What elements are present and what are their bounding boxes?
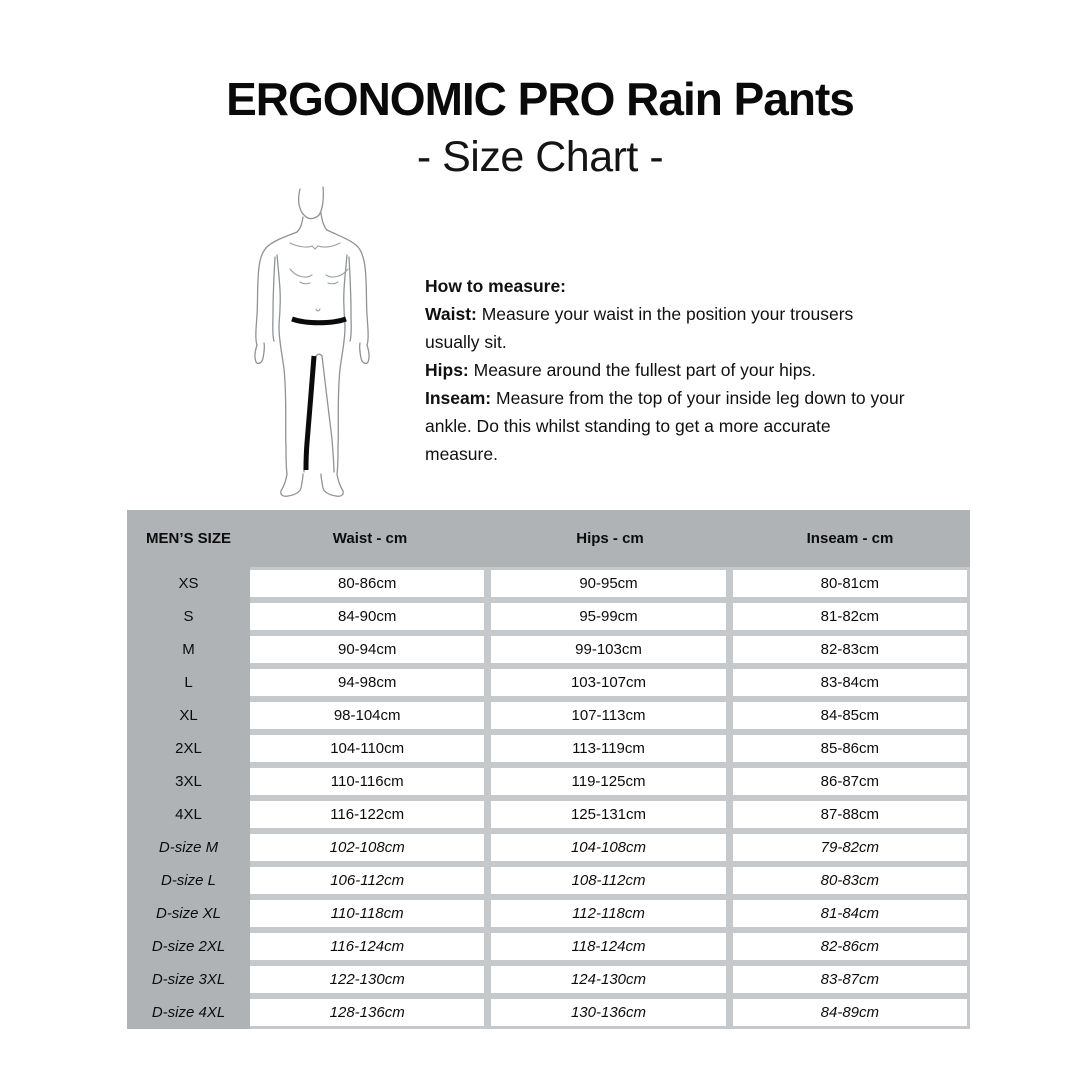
- hips-cell: 125-131cm: [491, 801, 725, 828]
- table-row: [127, 996, 970, 1029]
- figure-head: [299, 187, 324, 219]
- page-subtitle: - Size Chart -: [416, 133, 664, 181]
- table-row: [127, 600, 970, 633]
- row-cells: [250, 897, 970, 930]
- inseam-cell: 80-81cm: [733, 570, 967, 597]
- size-cell: 3XL: [175, 773, 202, 790]
- row-cells: [250, 864, 970, 897]
- row-cells: [250, 996, 970, 1029]
- hips-cell: 113-119cm: [491, 735, 725, 762]
- page-title: ERGONOMIC PRO Rain Pants: [226, 73, 854, 125]
- body-figure-svg: [248, 183, 410, 517]
- size-cell: D-size 2XL: [151, 938, 226, 955]
- waist-cell: 84-90cm: [250, 603, 484, 630]
- row-cells: [250, 699, 970, 732]
- waist-cell: 80-86cm: [250, 570, 484, 597]
- waist-cell: 104-110cm: [250, 735, 484, 762]
- inseam-cell: 79-82cm: [733, 834, 967, 861]
- size-table-rows: [127, 567, 970, 1029]
- header-waist: Waist - cm: [332, 530, 408, 547]
- how-to-measure-heading: How to measure:: [425, 276, 566, 296]
- waist-instruction-text: Measure your waist in the position your trousers usually sit.: [425, 304, 854, 352]
- header-hips: Hips - cm: [576, 530, 644, 547]
- size-cell: XL: [179, 707, 198, 724]
- hips-cell: 95-99cm: [491, 603, 725, 630]
- size-cell: D-size 4XL: [151, 1004, 226, 1021]
- table-row: [127, 831, 970, 864]
- hips-cell: 104-108cm: [491, 834, 725, 861]
- row-cells: [250, 831, 970, 864]
- inseam-instruction-text: Measure from the top of your inside leg down to your ankle. Do this whilst standing to get a more accurate measure.: [425, 388, 905, 464]
- size-table-header: [127, 510, 970, 567]
- size-cell: M: [182, 641, 195, 658]
- waist-cell: 98-104cm: [250, 702, 484, 729]
- hips-cell: 107-113cm: [491, 702, 725, 729]
- waist-cell: 110-116cm: [250, 768, 484, 795]
- waist-instruction: [425, 300, 905, 356]
- body-figure-illustration: [248, 183, 410, 517]
- table-row: [127, 765, 970, 798]
- table-row: [127, 798, 970, 831]
- waist-line-indicator: [292, 319, 346, 323]
- table-row: [127, 930, 970, 963]
- hips-instruction-label: Hips:: [425, 360, 469, 380]
- table-row: [127, 699, 970, 732]
- hips-cell: 99-103cm: [491, 636, 725, 663]
- inseam-cell: 84-89cm: [733, 999, 967, 1026]
- inseam-instruction-label: Inseam:: [425, 388, 492, 408]
- hips-cell: 103-107cm: [491, 669, 725, 696]
- hips-instruction: [425, 356, 905, 384]
- row-cells: [250, 963, 970, 996]
- size-cell: XS: [178, 575, 199, 592]
- inseam-cell: 82-83cm: [733, 636, 967, 663]
- hips-cell: 124-130cm: [491, 966, 725, 993]
- hips-cell: 108-112cm: [491, 867, 725, 894]
- size-cell: D-size L: [160, 872, 216, 889]
- header-mens-size: MEN’S SIZE: [145, 530, 231, 547]
- hips-cell: 118-124cm: [491, 933, 725, 960]
- waist-cell: 116-122cm: [250, 801, 484, 828]
- waist-cell: 128-136cm: [250, 999, 484, 1026]
- inseam-cell: 85-86cm: [733, 735, 967, 762]
- inseam-cell: 84-85cm: [733, 702, 967, 729]
- inseam-cell: 87-88cm: [733, 801, 967, 828]
- inseam-cell: 81-84cm: [733, 900, 967, 927]
- waist-cell: 106-112cm: [250, 867, 484, 894]
- waist-cell: 102-108cm: [250, 834, 484, 861]
- table-row: [127, 864, 970, 897]
- size-cell: 4XL: [175, 806, 202, 823]
- inseam-cell: 83-84cm: [733, 669, 967, 696]
- table-row: [127, 666, 970, 699]
- hips-cell: 112-118cm: [491, 900, 725, 927]
- waist-cell: 110-118cm: [250, 900, 484, 927]
- waist-instruction-label: Waist:: [425, 304, 477, 324]
- inseam-cell: 80-83cm: [733, 867, 967, 894]
- size-cell: D-size XL: [155, 905, 222, 922]
- waist-cell: 94-98cm: [250, 669, 484, 696]
- table-row: [127, 633, 970, 666]
- row-cells: [250, 798, 970, 831]
- row-cells: [250, 732, 970, 765]
- measure-instructions: [425, 272, 905, 468]
- row-cells: [250, 666, 970, 699]
- header-inseam: Inseam - cm: [806, 530, 894, 547]
- waist-cell: 90-94cm: [250, 636, 484, 663]
- inseam-line-indicator: [306, 356, 314, 470]
- waist-cell: 116-124cm: [250, 933, 484, 960]
- inseam-cell: 86-87cm: [733, 768, 967, 795]
- hips-instruction-text: Measure around the fullest part of your hips.: [473, 360, 817, 380]
- inseam-cell: 83-87cm: [733, 966, 967, 993]
- hips-cell: 90-95cm: [491, 570, 725, 597]
- waist-cell: 122-130cm: [250, 966, 484, 993]
- inseam-instruction: [425, 384, 905, 468]
- size-cell: L: [184, 674, 193, 691]
- size-table: [127, 510, 970, 1029]
- size-cell: 2XL: [175, 740, 202, 757]
- hips-cell: 130-136cm: [491, 999, 725, 1026]
- row-cells: [250, 600, 970, 633]
- inseam-cell: 82-86cm: [733, 933, 967, 960]
- row-cells: [250, 633, 970, 666]
- row-cells: [250, 567, 970, 600]
- size-cell: D-size M: [158, 839, 219, 856]
- table-row: [127, 567, 970, 600]
- size-cell: S: [183, 608, 194, 625]
- row-cells: [250, 765, 970, 798]
- table-row: [127, 732, 970, 765]
- size-cell: D-size 3XL: [151, 971, 226, 988]
- hips-cell: 119-125cm: [491, 768, 725, 795]
- table-row: [127, 963, 970, 996]
- table-row: [127, 897, 970, 930]
- row-cells: [250, 930, 970, 963]
- inseam-cell: 81-82cm: [733, 603, 967, 630]
